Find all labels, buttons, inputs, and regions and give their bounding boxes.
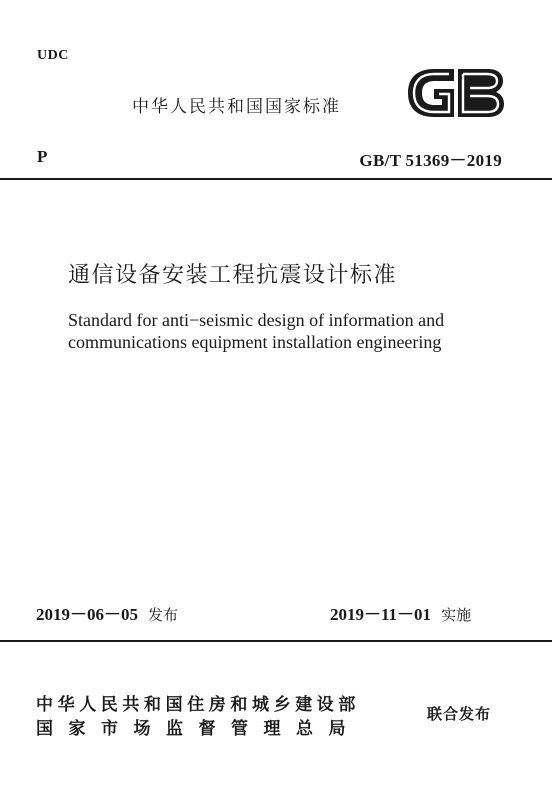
bottom-divider: [0, 640, 552, 642]
udc-label: UDC: [37, 48, 69, 63]
standard-number: GB/T 51369－2019: [359, 151, 502, 170]
title-english: [68, 309, 444, 353]
implement-date-block: [330, 600, 471, 625]
title-english-line2: communications equipment installation engineering: [68, 332, 442, 352]
title-english-line1: Standard for anti−seismic design of information and: [68, 310, 445, 330]
implement-label: 实施: [441, 606, 472, 624]
implement-date: 2019－11－01: [330, 605, 432, 624]
national-standard-label: 中华人民共和国国家标准: [132, 97, 341, 117]
title-chinese: 通信设备安装工程抗震设计标准: [68, 263, 398, 288]
issuer-ministry: 中华人民共和国住房和城乡建设部: [36, 695, 360, 715]
issue-date-block: [36, 600, 178, 625]
issue-date: 2019－06－05: [36, 605, 138, 624]
top-divider: [0, 178, 552, 180]
gb-logo: [404, 67, 506, 119]
issuer-administration: 国家市场监督管理总局: [36, 719, 361, 739]
issue-label: 发布: [148, 606, 179, 624]
category-code: P: [37, 147, 48, 166]
joint-issue-label: 联合发布: [427, 705, 492, 723]
